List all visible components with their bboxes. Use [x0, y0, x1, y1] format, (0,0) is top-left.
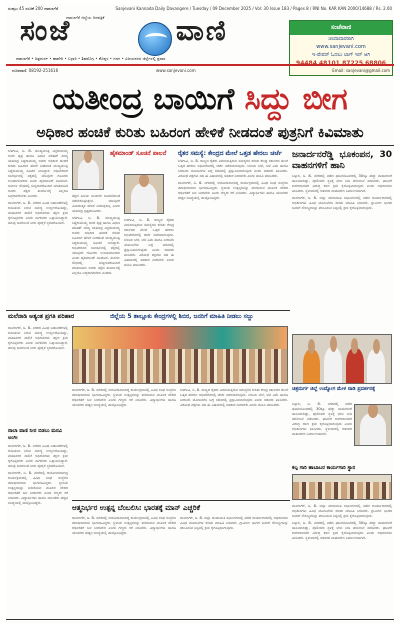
fair-person-4: [367, 349, 385, 383]
cm-figure-head: [84, 150, 92, 163]
issue-meta-strip: [6, 4, 394, 14]
masthead-slogan: ದಾವಣಗೆರೆ ಜಿಲ್ಲೆಯ ದಿನಪತ್ರಿಕೆ: [66, 15, 105, 20]
globe-logo-icon: [138, 22, 172, 56]
event-story-left-body: ದಾವಣಗೆರೆ, ಡಿ. 8- ನಗರದಲ್ಲಿ ಆಯೋಜಿಸಲಾಗಿದ್ದ ಕಾರ್ಯಕ್ರಮದಲ್ಲಿ ವಿವಿಧ ಸಂಘ ಸಂಸ್ಥೆಗಳ ಪದಾಧಿಕಾರಿಗಳು ಭಾಗವಹಿಸಿದ್ದರು. ಸ್ಥಳೀಯ ಉತ್ಪನ್ನಗಳನ್ನು ಖರೀದಿಸುವ ಮೂಲಕ ದೇಶದ ಆರ್ಥಿಕತೆಗೆ ಬಲ ನೀಡಬೇಕು ಎಂದು ಗಣ್ಯರು ಕರೆ ನೀಡಿದರು. ವಿದ್ಯಾರ್ಥಿಗಳು ಹಾಗೂ ಯುವಕರು ಹೆಚ್ಚಿನ ಸಂಖ್ಯೆಯಲ್ಲಿ ಪಾಲ್ಗೊಂಡಿದ್ದರು.: [72, 388, 176, 407]
farmer-story-body: ಬೆಳಗಾವಿ, ಡಿ. 8- ರಾಜ್ಯದ ರೈತರು ಎದುರಿಸುತ್ತಿರುವ ಸಮಸ್ಯೆಗಳ ಕುರಿತು ಕೇಂದ್ರ ಸರ್ಕಾರದ ಮೇಲೆ ಒತ್ತಡ ಹೇರಲು ಅಧಿವೇಶನದಲ್ಲಿ ಚರ್ಚೆ ನಡೆಸಲಾಗುವುದು. ಬೆಂಬಲ ಬೆಲೆ, ಬೆಳೆ ವಿಮೆ ಹಾಗೂ ನೀರಾವರಿ ಯೋಜನೆಗಳ ಬಗ್ಗೆ ಸದನದಲ್ಲಿ ಪ್ರಸ್ತಾಪಿಸಲಾಗುವುದು ಎಂದು ಸಚಿವರು ತಿಳಿಸಿದರು. ವಿರೋಧ ಪಕ್ಷಗಳು ಸಹ ಈ ವಿಷಯದಲ್ಲಿ ಸಹಕಾರ ನೀಡಬೇಕು ಎಂದು ಮನವಿ ಮಾಡಿದರು.: [178, 159, 288, 178]
yathindra-photo: [124, 174, 164, 214]
event-story-right: [180, 388, 288, 498]
contact-strip: [6, 66, 394, 76]
cm-photo: [72, 150, 104, 190]
quote-box: [110, 150, 170, 174]
workshop-body: ದಾವಣಗೆರೆ, ಡಿ. 8- ಜಿಲ್ಲಾ ಪಂಚಾಯಿತಿ ಸಭಾಂಗಣದಲ್ಲಿ ನಡೆದ ಕಾರ್ಯಾಗಾರದಲ್ಲಿ ಅಧಿಕಾರಿಗಳು ವಿವಿಧ ಯೋಜನೆಗಳ ಕುರಿತು ಮಾಹಿತಿ ನೀಡಿದರು. ಗ್ರಾಮೀಣ ಭಾಗದ ಜನರಿಗೆ ಸೌಲಭ್ಯಗಳನ್ನು ತಲುಪಿಸುವ ನಿಟ್ಟಿನಲ್ಲಿ ಕ್ರಮ ಕೈಗೊಳ್ಳಲಾಗುವುದು.: [292, 504, 392, 518]
water-story-head: ನಾಲಾ ವಾಣಿ ನೀರ ಬಿಡಲು ಮನವಿ ಅಂಗೀ: [8, 428, 63, 441]
workshop-photo: [292, 474, 392, 500]
event-crowd: [73, 349, 287, 383]
ad-line-3: ಇ-ಪೇಪರ್ ಓದಲು ಲಾಗ್ ಇನ್ ಆಗಿ: [311, 52, 371, 58]
ad-head: ಸಂಜೆವಾಣಿ: [290, 21, 392, 35]
ad-line-2: www.sanjevani.com: [316, 44, 366, 50]
story-continuation-column: [124, 218, 174, 304]
issue-meta-right: Sanjevani Kannada Daily Davangere / Tuesday / 09 December 2025 / Vol: 30 Issue 183 / Pages 8 / RNI No. KAR KAN 2000/14688 / Rs. 2.00: [115, 6, 392, 11]
fair-person-2: [324, 347, 342, 383]
reddy-story: [292, 150, 392, 330]
issue-meta-left: ಸಂಪುಟ 45 ಸಂಚಿಕೆ 200 ದಾವಣಗೆರೆ: [8, 6, 59, 11]
yathindra-figure-head: [139, 174, 150, 187]
lead-headline-part1: ಯತೀಂದ್ರ ಬಾಯಿಗೆ: [52, 82, 235, 117]
center-lower-right-body: ದಾವಣಗೆರೆ, ಡಿ. 8- ಜಿಲ್ಲಾ ಪಂಚಾಯಿತಿ ಸಭಾಂಗಣದಲ್ಲಿ ನಡೆದ ಕಾರ್ಯಾಗಾರದಲ್ಲಿ ಅಧಿಕಾರಿಗಳು ವಿವಿಧ ಯೋಜನೆಗಳ ಕುರಿತು ಮಾಹಿತಿ ನೀಡಿದರು. ಗ್ರಾಮೀಣ ಭಾಗದ ಜನರಿಗೆ ಸೌಲಭ್ಯಗಳನ್ನು ತಲುಪಿಸುವ ನಿಟ್ಟಿನಲ್ಲಿ ಕ್ರಮ ಕೈಗೊಳ್ಳಲಾಗುವುದು.: [180, 516, 288, 530]
contact-email: Email: sanjevani@gmail.com: [332, 68, 390, 73]
center-lower-left: [72, 516, 176, 616]
masthead-title-left: ಸಂಜೆ: [20, 14, 72, 47]
event-story-right-body: ಬೆಳಗಾವಿ, ಡಿ. 8- ರಾಜ್ಯದ ರೈತರು ಎದುರಿಸುತ್ತಿರುವ ಸಮಸ್ಯೆಗಳ ಕುರಿತು ಕೇಂದ್ರ ಸರ್ಕಾರದ ಮೇಲೆ ಒತ್ತಡ ಹೇರಲು ಅಧಿವೇಶನದಲ್ಲಿ ಚರ್ಚೆ ನಡೆಸಲಾಗುವುದು. ಬೆಂಬಲ ಬೆಲೆ, ಬೆಳೆ ವಿಮೆ ಹಾಗೂ ನೀರಾವರಿ ಯೋಜನೆಗಳ ಬಗ್ಗೆ ಸದನದಲ್ಲಿ ಪ್ರಸ್ತಾಪಿಸಲಾಗುವುದು ಎಂದು ಸಚಿವರು ತಿಳಿಸಿದರು. ವಿರೋಧ ಪಕ್ಷಗಳು ಸಹ ಈ ವಿಷಯದಲ್ಲಿ ಸಹಕಾರ ನೀಡಬೇಕು ಎಂದು ಮನವಿ ಮಾಡಿದರು.: [180, 388, 288, 407]
strip-rule: [6, 310, 290, 311]
workshop-body-cont: ಬಳ್ಳಾರಿ, ಡಿ. 8- ನಗರದಲ್ಲಿ ನಡೆದ ಘಟನೆಯೊಂದರಲ್ಲಿ 30ಕ್ಕೂ ಹೆಚ್ಚು ವಾಹನಗಳಿಗೆ ಹಾನಿಯಾಗಿದ್ದು, ಪೊಲೀಸರು ಸ್ಥಳಕ್ಕೆ ಭೇಟಿ ನೀಡಿ ಪರಿಶೀಲನೆ ನಡೆಸಿದರು. ಘಟನೆಗೆ ಕಾರಣರಾದವರ ವಿರುದ್ಧ ಕಠಿಣ ಕ್ರಮ ಕೈಗೊಳ್ಳಲಾಗುವುದು ಎಂದು ಅಧಿಕಾರಿಗಳು ತಿಳಿಸಿದರು. ಸ್ಥಳೀಯರಲ್ಲಿ ಆತಂಕದ ವಾತಾವರಣ ನಿರ್ಮಾಣವಾಗಿದೆ.: [292, 521, 392, 540]
water-story: [8, 444, 68, 616]
lead-subheadline: ಅಧಿಕಾರ ಹಂಚಿಕೆ ಕುರಿತು ಬಹಿರಂಗ ಹೇಳಿಕೆ ನೀಡದಂತೆ ಪುತ್ರನಿಗೆ ಕಿವಿಮಾತು: [36, 125, 364, 141]
workshop-story: [292, 504, 392, 616]
fair-person-1-head: [308, 339, 315, 354]
water-story-body: ದಾವಣಗೆರೆ, ಡಿ. 8- ನಗರದ ವಿವಿಧ ಬಡಾವಣೆಗಳಲ್ಲಿ ಕುಡಿಯುವ ನೀರಿನ ಸಮಸ್ಯೆ ಉಲ್ಬಣಗೊಂಡಿದ್ದು, ಮಹಾನಗರ ಪಾಲಿಕೆ ಅಧಿಕಾರಿಗಳು ತಕ್ಷಣ ಕ್ರಮ ಕೈಗೊಳ್ಳಬೇಕು ಎಂದು ನಾಗರಿಕರು ಒತ್ತಾಯಿಸಿದ್ದಾರೆ. ಹಲವು ದಿನಗಳಿಂದ ನೀರು ಪೂರೈಕೆ ಸ್ಥಗಿತಗೊಂಡಿದೆ.: [8, 444, 68, 468]
water-story-top: [8, 326, 68, 426]
strip-right-head: ಜಿಲ್ಲೆಯ 5 ತಾಲ್ಲೂಕು ಕೇಂದ್ರಗಳಲ್ಲಿ ಶಿಬಿರ, ಜನರಿಗೆ ಮಾಹಿತಿ ನೀಡಲು ಸಜ್ಜು: [110, 313, 254, 320]
bird-icon: [145, 33, 167, 43]
footer-rule: [6, 619, 394, 620]
event-photo: [72, 326, 288, 384]
jobs-fair-head: ಚಿತ್ರದುರ್ಗ ಜಿಲ್ಲೆ ಉದ್ಯೋಗ ಮೇಳ ನಾಡಿ ಪ್ರದರ್ಶನಕ್ಕೆ: [292, 386, 376, 392]
cm-figure: [78, 159, 99, 189]
farmer-story-body-cont: ದಾವಣಗೆರೆ, ಡಿ. 8- ನಗರದಲ್ಲಿ ಆಯೋಜಿಸಲಾಗಿದ್ದ ಕಾರ್ಯಕ್ರಮದಲ್ಲಿ ವಿವಿಧ ಸಂಘ ಸಂಸ್ಥೆಗಳ ಪದಾಧಿಕಾರಿಗಳು ಭಾಗವಹಿಸಿದ್ದರು. ಸ್ಥಳೀಯ ಉತ್ಪನ್ನಗಳನ್ನು ಖರೀದಿಸುವ ಮೂಲಕ ದೇಶದ ಆರ್ಥಿಕತೆಗೆ ಬಲ ನೀಡಬೇಕು ಎಂದು ಗಣ್ಯರು ಕರೆ ನೀಡಿದರು. ವಿದ್ಯಾರ್ಥಿಗಳು ಹಾಗೂ ಯುವಕರು ಹೆಚ್ಚಿನ ಸಂಖ್ಯೆಯಲ್ಲಿ ಪಾಲ್ಗೊಂಡಿದ್ದರು.: [178, 181, 288, 200]
lead-headline-part2: ಸಿದ್ದು ಬೀಗ: [244, 82, 348, 117]
lead-headline: [6, 80, 394, 120]
story-continuation: ಬೆಳಗಾವಿ, ಡಿ. 8- ರಾಜ್ಯದ ರೈತರು ಎದುರಿಸುತ್ತಿರುವ ಸಮಸ್ಯೆಗಳ ಕುರಿತು ಕೇಂದ್ರ ಸರ್ಕಾರದ ಮೇಲೆ ಒತ್ತಡ ಹೇರಲು ಅಧಿವೇಶನದಲ್ಲಿ ಚರ್ಚೆ ನಡೆಸಲಾಗುವುದು. ಬೆಂಬಲ ಬೆಲೆ, ಬೆಳೆ ವಿಮೆ ಹಾಗೂ ನೀರಾವರಿ ಯೋಜನೆಗಳ ಬಗ್ಗೆ ಸದನದಲ್ಲಿ ಪ್ರಸ್ತಾಪಿಸಲಾಗುವುದು ಎಂದು ಸಚಿವರು ತಿಳಿಸಿದರು. ವಿರೋಧ ಪಕ್ಷಗಳು ಸಹ ಈ ವಿಷಯದಲ್ಲಿ ಸಹಕಾರ ನೀಡಬೇಕು ಎಂದು ಮನವಿ ಮಾಡಿದರು.: [124, 218, 174, 267]
center-lower-left-body: ದಾವಣಗೆರೆ, ಡಿ. 8- ನಗರದಲ್ಲಿ ಆಯೋಜಿಸಲಾಗಿದ್ದ ಕಾರ್ಯಕ್ರಮದಲ್ಲಿ ವಿವಿಧ ಸಂಘ ಸಂಸ್ಥೆಗಳ ಪದಾಧಿಕಾರಿಗಳು ಭಾಗವಹಿಸಿದ್ದರು. ಸ್ಥಳೀಯ ಉತ್ಪನ್ನಗಳನ್ನು ಖರೀದಿಸುವ ಮೂಲಕ ದೇಶದ ಆರ್ಥಿಕತೆಗೆ ಬಲ ನೀಡಬೇಕು ಎಂದು ಗಣ್ಯರು ಕರೆ ನೀಡಿದರು. ವಿದ್ಯಾರ್ಥಿಗಳು ಹಾಗೂ ಯುವಕರು ಹೆಚ್ಚಿನ ಸಂಖ್ಯೆಯಲ್ಲಿ ಪಾಲ್ಗೊಂಡಿದ್ದರು.: [72, 516, 176, 535]
strip-left-head: ಮಲೆನಾಡಿ ಅತ್ಯಂತ ಪ್ರಗತಿ ಪರಿಹಾರ: [8, 313, 75, 320]
lead-story-body-cont: ದಾವಣಗೆರೆ, ಡಿ. 8- ನಗರದ ವಿವಿಧ ಬಡಾವಣೆಗಳಲ್ಲಿ ಕುಡಿಯುವ ನೀರಿನ ಸಮಸ್ಯೆ ಉಲ್ಬಣಗೊಂಡಿದ್ದು, ಮಹಾನಗರ ಪಾಲಿಕೆ ಅಧಿಕಾರಿಗಳು ತಕ್ಷಣ ಕ್ರಮ ಕೈಗೊಳ್ಳಬೇಕು ಎಂದು ನಾಗರಿಕರು ಒತ್ತಾಯಿಸಿದ್ದಾರೆ. ಹಲವು ದಿನಗಳಿಂದ ನೀರು ಪೂರೈಕೆ ಸ್ಥಗಿತಗೊಂಡಿದೆ.: [8, 201, 68, 225]
lead-story-column: [8, 149, 68, 311]
contact-website: www.sanjevani.com: [156, 68, 196, 73]
fair-person-4-head: [373, 339, 380, 354]
center-lower-head: ಆತ್ಮನಿರ್ಭರ ಉತ್ಪನ್ನ ಬೆಂಬಲಿಸಿ: ಭಾರತಕ್ಕೆ ಮಾನ್ ಎಚ್ಚರಿಕೆ: [72, 504, 201, 512]
fair-person-3-head: [351, 338, 358, 354]
water-story-top-body: ದಾವಣಗೆರೆ, ಡಿ. 8- ನಗರದ ವಿವಿಧ ಬಡಾವಣೆಗಳಲ್ಲಿ ಕುಡಿಯುವ ನೀರಿನ ಸಮಸ್ಯೆ ಉಲ್ಬಣಗೊಂಡಿದ್ದು, ಮಹಾನಗರ ಪಾಲಿಕೆ ಅಧಿಕಾರಿಗಳು ತಕ್ಷಣ ಕ್ರಮ ಕೈಗೊಳ್ಳಬೇಕು ಎಂದು ನಾಗರಿಕರು ಒತ್ತಾಯಿಸಿದ್ದಾರೆ. ಹಲವು ದಿನಗಳಿಂದ ನೀರು ಪೂರೈಕೆ ಸ್ಥಗಿತಗೊಂಡಿದೆ.: [8, 326, 68, 350]
reddy-story-body: ಬಳ್ಳಾರಿ, ಡಿ. 8- ನಗರದಲ್ಲಿ ನಡೆದ ಘಟನೆಯೊಂದರಲ್ಲಿ 30ಕ್ಕೂ ಹೆಚ್ಚು ವಾಹನಗಳಿಗೆ ಹಾನಿಯಾಗಿದ್ದು, ಪೊಲೀಸರು ಸ್ಥಳಕ್ಕೆ ಭೇಟಿ ನೀಡಿ ಪರಿಶೀಲನೆ ನಡೆಸಿದರು. ಘಟನೆಗೆ ಕಾರಣರಾದವರ ವಿರುದ್ಧ ಕಠಿಣ ಕ್ರಮ ಕೈಗೊಳ್ಳಲಾಗುವುದು ಎಂದು ಅಧಿಕಾರಿಗಳು ತಿಳಿಸಿದರು. ಸ್ಥಳೀಯರಲ್ಲಿ ಆತಂಕದ ವಾತಾವರಣ ನಿರ್ಮಾಣವಾಗಿದೆ.: [292, 174, 392, 193]
farmer-story-head: ರೈತರ ಸಮಸ್ಯೆ: ಕೇಂದ್ರದ ಮೇಲೆ ಒತ್ತಡ ಹೇರಲು ಚರ್ಚೆ: [178, 150, 282, 157]
speaker-figure: [360, 413, 385, 445]
quote-body: ಪಕ್ಷದ ಹಿರಿಯ ನಾಯಕರ ಸೂಚನೆಯಂತೆ ನಡೆದುಕೊಳ್ಳುತ್ತೇನೆ. ಯಾವುದೇ ವಿವಾದಾತ್ಮಕ ಹೇಳಿಕೆ ನೀಡುವುದಿಲ್ಲ ಎಂದು ಯತೀಂದ್ರ ಸ್ಪಷ್ಟಪಡಿಸಿದರು.: [72, 194, 120, 213]
masthead-tagline: ದಾವಣಗೆರೆ • ಚಿತ್ರದುರ್ಗ • ಹಾವೇರಿ • ಬಳ್ಳಾರಿ • ಶಿವಮೊಗ್ಗ • ಕೊಪ್ಪಳ • ಗದಗ • ವಿಜಯನಗರ ಜಿಲ್ಲೆಗಳಲ್ಲಿ ಪ್ರಸಾರ: [16, 56, 166, 61]
reddy-story-body-cont: ದಾವಣಗೆರೆ, ಡಿ. 8- ಜಿಲ್ಲಾ ಪಂಚಾಯಿತಿ ಸಭಾಂಗಣದಲ್ಲಿ ನಡೆದ ಕಾರ್ಯಾಗಾರದಲ್ಲಿ ಅಧಿಕಾರಿಗಳು ವಿವಿಧ ಯೋಜನೆಗಳ ಕುರಿತು ಮಾಹಿತಿ ನೀಡಿದರು. ಗ್ರಾಮೀಣ ಭಾಗದ ಜನರಿಗೆ ಸೌಲಭ್ಯಗಳನ್ನು ತಲುಪಿಸುವ ನಿಟ್ಟಿನಲ್ಲಿ ಕ್ರಮ ಕೈಗೊಳ್ಳಲಾಗುವುದು.: [292, 196, 392, 210]
workshop-crowd: [293, 482, 391, 499]
speaker-photo: [354, 404, 392, 446]
quote-body-cont: ಬೆಳಗಾವಿ, ಡಿ. 8- ಮುಖ್ಯಮಂತ್ರಿ ಸಿದ್ದರಾಮಯ್ಯ ಅವರ ಪುತ್ರ ಹಾಗೂ ವಿಧಾನ ಪರಿಷತ್ ಸದಸ್ಯ ಯತೀಂದ್ರ ಸಿದ್ದರಾಮಯ್ಯ ಅವರು ಅಧಿಕಾರ ಹಂಚಿಕೆ ಕುರಿತು ಬಹಿರಂಗ ಹೇಳಿಕೆ ನೀಡದಂತೆ ಮುಖ್ಯಮಂತ್ರಿ ಸಿದ್ದರಾಮಯ್ಯ ಸೂಚನೆ ನೀಡಿದ್ದಾರೆ. ಅಧಿವೇಶನದ ಸಂದರ್ಭದಲ್ಲಿ ಪಕ್ಷದಲ್ಲಿ ಯಾವುದೇ ಗೊಂದಲ ಉಂಟಾಗಬಾರದು ಎಂದು ಹೈಕಮಾಂಡ್ ಸೂಚಿಸಿದೆ. ಸುವರ್ಣ ಸೌಧದಲ್ಲಿ ಸುದ್ದಿಗಾರರೊಂದಿಗೆ ಮಾತನಾಡಿದ ಅವರು ಪಕ್ಷದ ತೀರ್ಮಾನಕ್ಕೆ ಎಲ್ಲರೂ ಬದ್ಧರಾಗಿರಬೇಕು ಎಂದರು.: [72, 216, 120, 275]
lead-story-body: ಬೆಳಗಾವಿ, ಡಿ. 8- ಮುಖ್ಯಮಂತ್ರಿ ಸಿದ್ದರಾಮಯ್ಯ ಅವರ ಪುತ್ರ ಹಾಗೂ ವಿಧಾನ ಪರಿಷತ್ ಸದಸ್ಯ ಯತೀಂದ್ರ ಸಿದ್ದರಾಮಯ್ಯ ಅವರು ಅಧಿಕಾರ ಹಂಚಿಕೆ ಕುರಿತು ಬಹಿರಂಗ ಹೇಳಿಕೆ ನೀಡದಂತೆ ಮುಖ್ಯಮಂತ್ರಿ ಸಿದ್ದರಾಮಯ್ಯ ಸೂಚನೆ ನೀಡಿದ್ದಾರೆ. ಅಧಿವೇಶನದ ಸಂದರ್ಭದಲ್ಲಿ ಪಕ್ಷದಲ್ಲಿ ಯಾವುದೇ ಗೊಂದಲ ಉಂಟಾಗಬಾರದು ಎಂದು ಹೈಕಮಾಂಡ್ ಸೂಚಿಸಿದೆ. ಸುವರ್ಣ ಸೌಧದಲ್ಲಿ ಸುದ್ದಿಗಾರರೊಂದಿಗೆ ಮಾತನಾಡಿದ ಅವರು ಪಕ್ಷದ ತೀರ್ಮಾನಕ್ಕೆ ಎಲ್ಲರೂ ಬದ್ಧರಾಗಿರಬೇಕು ಎಂದರು.: [8, 149, 68, 198]
jobs-fair-body: ಬಳ್ಳಾರಿ, ಡಿ. 8- ನಗರದಲ್ಲಿ ನಡೆದ ಘಟನೆಯೊಂದರಲ್ಲಿ 30ಕ್ಕೂ ಹೆಚ್ಚು ವಾಹನಗಳಿಗೆ ಹಾನಿಯಾಗಿದ್ದು, ಪೊಲೀಸರು ಸ್ಥಳಕ್ಕೆ ಭೇಟಿ ನೀಡಿ ಪರಿಶೀಲನೆ ನಡೆಸಿದರು. ಘಟನೆಗೆ ಕಾರಣರಾದವರ ವಿರುದ್ಧ ಕಠಿಣ ಕ್ರಮ ಕೈಗೊಳ್ಳಲಾಗುವುದು ಎಂದು ಅಧಿಕಾರಿಗಳು ತಿಳಿಸಿದರು. ಸ್ಥಳೀಯರಲ್ಲಿ ಆತಂಕದ ವಾತಾವರಣ ನಿರ್ಮಾಣವಾಗಿದೆ.: [292, 402, 352, 436]
yathindra-figure: [131, 183, 158, 213]
jobs-fair-photo: [292, 334, 392, 384]
newspaper-page: [6, 4, 394, 624]
reddy-story-head: ಜನಾರ್ದನರೆಡ್ಡಿ ಭೂಕಂಪನ, 30 ವಾಹನಗಳಿಗೆ ಹಾನಿ: [292, 150, 392, 171]
masthead-title-right: ವಾಣಿ: [176, 14, 228, 47]
subhead-rule: [6, 145, 394, 146]
fair-person-1: [303, 349, 321, 383]
fair-person-2-head: [330, 336, 337, 352]
ad-line-1: ಚಂದಾದಾರರಾಗಿ: [328, 36, 354, 42]
event-banner: [73, 327, 287, 349]
center-lower-rule: [72, 500, 290, 501]
event-story-left: [72, 388, 176, 498]
speaker-figure-head: [368, 404, 378, 418]
quote-body-column: [72, 194, 120, 304]
workshop-head: ಕಲ್ಪ ಗಾರಿ ಹಾಬಾಬರ ಕಾರ್ಯಗಾರಿ ಸ್ಥಾನ: [292, 465, 356, 471]
water-story-body-cont: ದಾವಣಗೆರೆ, ಡಿ. 8- ನಗರದಲ್ಲಿ ಆಯೋಜಿಸಲಾಗಿದ್ದ ಕಾರ್ಯಕ್ರಮದಲ್ಲಿ ವಿವಿಧ ಸಂಘ ಸಂಸ್ಥೆಗಳ ಪದಾಧಿಕಾರಿಗಳು ಭಾಗವಹಿಸಿದ್ದರು. ಸ್ಥಳೀಯ ಉತ್ಪನ್ನಗಳನ್ನು ಖರೀದಿಸುವ ಮೂಲಕ ದೇಶದ ಆರ್ಥಿಕತೆಗೆ ಬಲ ನೀಡಬೇಕು ಎಂದು ಗಣ್ಯರು ಕರೆ ನೀಡಿದರು. ವಿದ್ಯಾರ್ಥಿಗಳು ಹಾಗೂ ಯುವಕರು ಹೆಚ್ಚಿನ ಸಂಖ್ಯೆಯಲ್ಲಿ ಪಾಲ್ಗೊಂಡಿದ್ದರು.: [8, 471, 68, 505]
center-lower-right: [180, 516, 288, 616]
contact-phone: ದೂರವಾಣಿ: 08192-251616: [12, 68, 59, 73]
jobs-fair-story: [292, 402, 352, 462]
farmer-story: [178, 150, 288, 304]
fair-person-3: [346, 348, 364, 383]
quote-head: ಹೈಕಮಾಂಡ್ ಸೂಚನೆ ಪಾಲನೆ: [110, 150, 167, 157]
